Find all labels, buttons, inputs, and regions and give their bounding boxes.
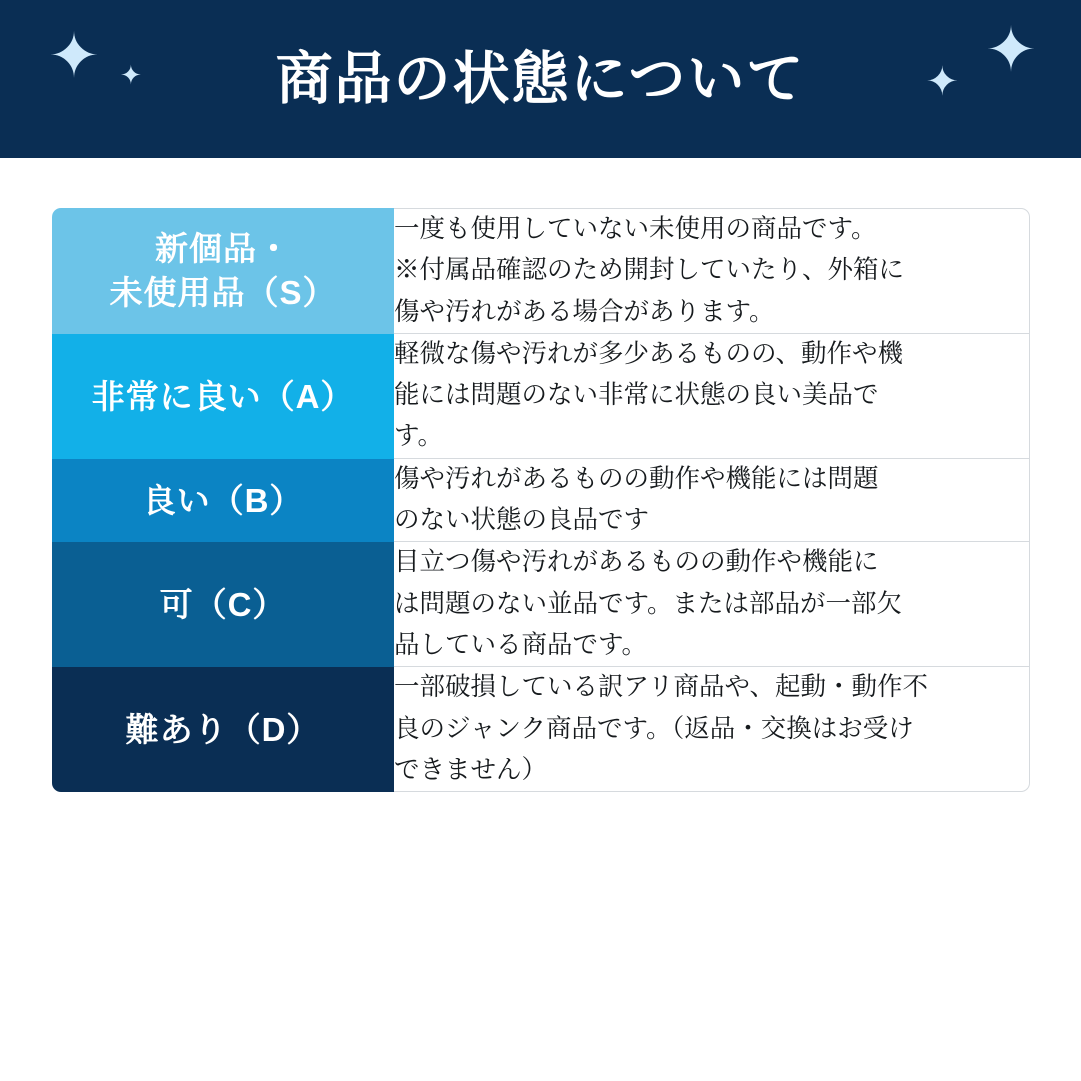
sparkle-icon-left-small: ✦ [120, 60, 142, 90]
description-line: 良のジャンク商品です。（返品・交換はお受け [394, 714, 914, 743]
description-line: 品している商品です。 [394, 630, 647, 659]
grade-description-c [394, 542, 1030, 667]
description-line: 一部破損している訳アリ商品や、起動・動作不 [394, 673, 928, 702]
description-line: ※付属品確認のため開封していたり、外箱に [394, 256, 905, 285]
description-line: は問題のない並品です。または部品が一部欠 [394, 589, 902, 618]
description-line: す。 [394, 422, 443, 451]
description-line: 一度も使用していない未使用の商品です。 [394, 215, 877, 243]
page-title: 商品の状態について [275, 46, 806, 111]
grade-line: 新個品・ [155, 230, 291, 268]
grade-line: 非常に良い（A） [91, 377, 355, 415]
table-row [52, 459, 1030, 543]
description-line: 目立つ傷や汚れがあるものの動作や機能に [394, 548, 879, 577]
grade-label-d [52, 667, 394, 792]
description-line: できません） [394, 755, 548, 784]
description-line: 傷や汚れがあるものの動作や機能には問題 [394, 464, 879, 493]
grade-label-s [52, 208, 394, 334]
sparkle-icon-right-large: ✦ [985, 16, 1037, 85]
table-row [52, 542, 1030, 667]
table-row [52, 208, 1030, 334]
description-line: 軽微な傷や汚れが多少あるものの、動作や機 [394, 339, 903, 368]
grade-line: 可（C） [159, 586, 287, 624]
grade-description-a [394, 334, 1030, 459]
sparkle-icon-right-small: ✦ [925, 60, 959, 104]
table-row [52, 334, 1030, 459]
table-row [52, 667, 1030, 792]
grade-label-c [52, 542, 394, 667]
grade-description-d [394, 667, 1030, 792]
grade-description-b [394, 459, 1030, 543]
description-line: 能には問題のない非常に状態の良い美品で [394, 381, 879, 410]
description-line: のない状態の良品です [394, 506, 650, 535]
grade-line: 良い（B） [142, 481, 304, 519]
grade-line: 難あり（D） [125, 710, 321, 748]
condition-table [52, 208, 1030, 792]
grade-line: 未使用品（S） [109, 273, 337, 311]
condition-table-wrapper [52, 208, 1030, 1034]
description-line: 傷や汚れがある場合があります。 [394, 297, 775, 326]
grade-label-b [52, 459, 394, 543]
grade-description-s [394, 208, 1030, 334]
sparkle-icon-left-large: ✦ [48, 22, 100, 91]
grade-label-a [52, 334, 394, 459]
header-banner [0, 0, 1081, 158]
